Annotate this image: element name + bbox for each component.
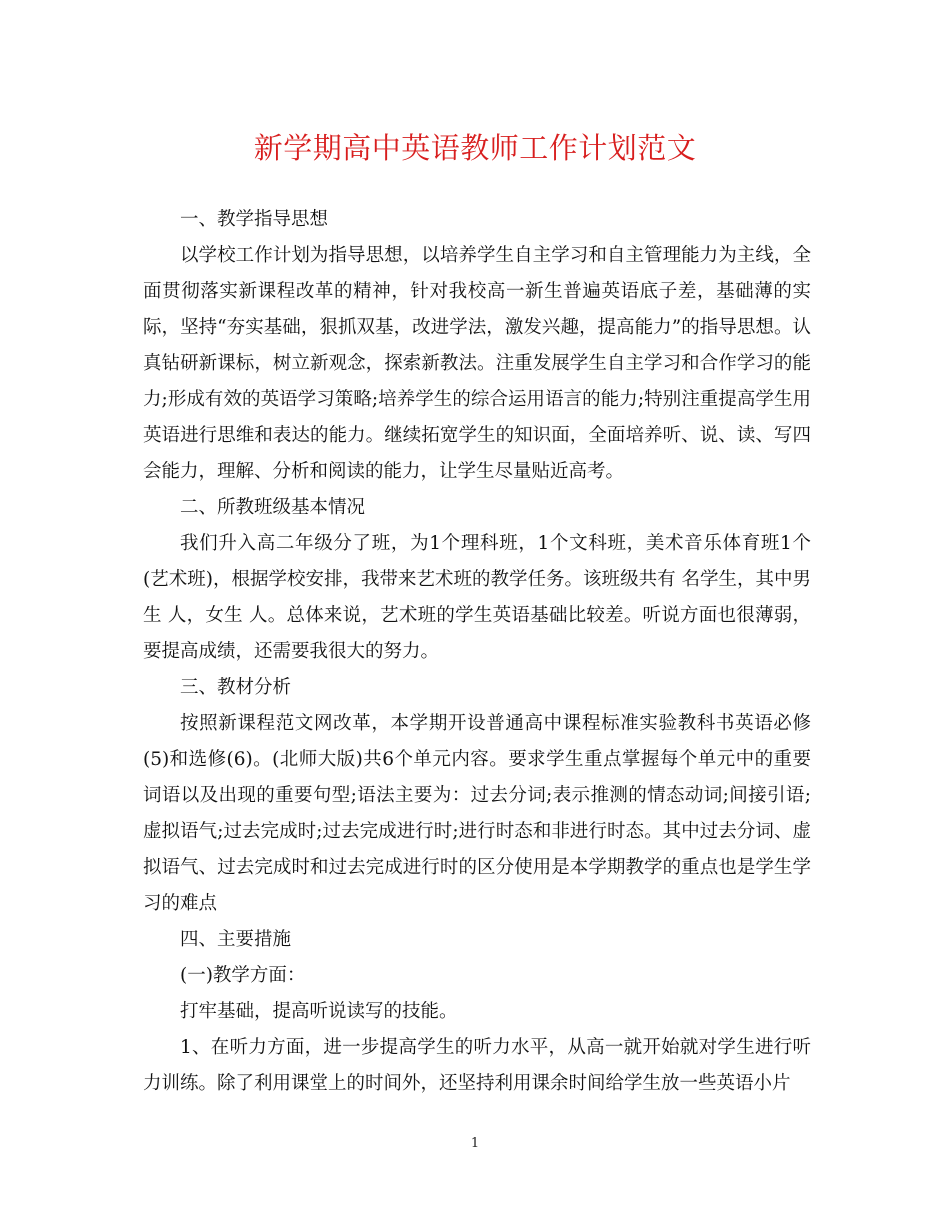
heading-teaching-guidance: 一、教学指导思想	[180, 209, 329, 230]
heading-textbook-analysis: 三、教材分析	[180, 677, 292, 698]
paragraph-class-situation: 我们升入高二年级分了班，为1个理科班，1个文科班，美术音乐体育班1个(艺术班)，根据学校安排，我带来艺术班的教学任务。该班级共有 名学生，其中男生 人，女生 人。总体来说，艺术班的学生英语基础比较差。听说方面也很薄弱，要提高成绩，还需要我很大的努力。	[143, 533, 811, 662]
heading-class-situation: 二、所教班级基本情况	[180, 497, 366, 518]
page-number: 1	[470, 1136, 480, 1151]
subheading-teaching-aspect: (一)教学方面：	[180, 965, 306, 986]
paragraph-teaching-guidance: 以学校工作计划为指导思想，以培养学生自主学习和自主管理能力为主线，全面贯彻落实新课程改革的精神，针对我校高一新生普遍英语底子差，基础薄的实际，坚持“夯实基础，狠抓双基，改进学法，激发兴趣，提高能力”的指导思想。认真钻研新课标，树立新观念，探索新教法。注重发展学生自主学习和合作学习的能力;形成有效的英语学习策略;培养学生的综合运用语言的能力;特别注重提高学生用英语进行思维和表达的能力。继续拓宽学生的知识面，全面培养听、说、读、写四会能力，理解、分析和阅读的能力，让学生尽量贴近高考。	[143, 245, 811, 482]
heading-main-measures: 四、主要措施	[180, 929, 292, 950]
document-title: 新学期高中英语教师工作计划范文	[253, 131, 697, 165]
paragraph-textbook-analysis: 按照新课程范文网改革，本学期开设普通高中课程标准实验教科书英语必修(5)和选修(6)。(北师大版)共6个单元内容。要求学生重点掌握每个单元中的重要词语以及出现的重要句型;语法主要为：过去分词;表示推测的情态动词;间接引语;虚拟语气;过去完成时;过去完成进行时;进行时态和非进行时态。其中过去分词、虚拟语气、过去完成时和过去完成进行时的区分使用是本学期教学的重点也是学生学习的难点	[143, 713, 811, 914]
document-body	[143, 202, 811, 1102]
paragraph-listening: 1、在听力方面，进一步提高学生的听力水平，从高一就开始就对学生进行听力训练。除了利用课堂上的时间外，还坚持利用课余时间给学生放一些英语小片	[143, 1037, 811, 1094]
paragraph-strengthen-basics: 打牢基础，提高听说读写的技能。	[180, 1001, 458, 1022]
